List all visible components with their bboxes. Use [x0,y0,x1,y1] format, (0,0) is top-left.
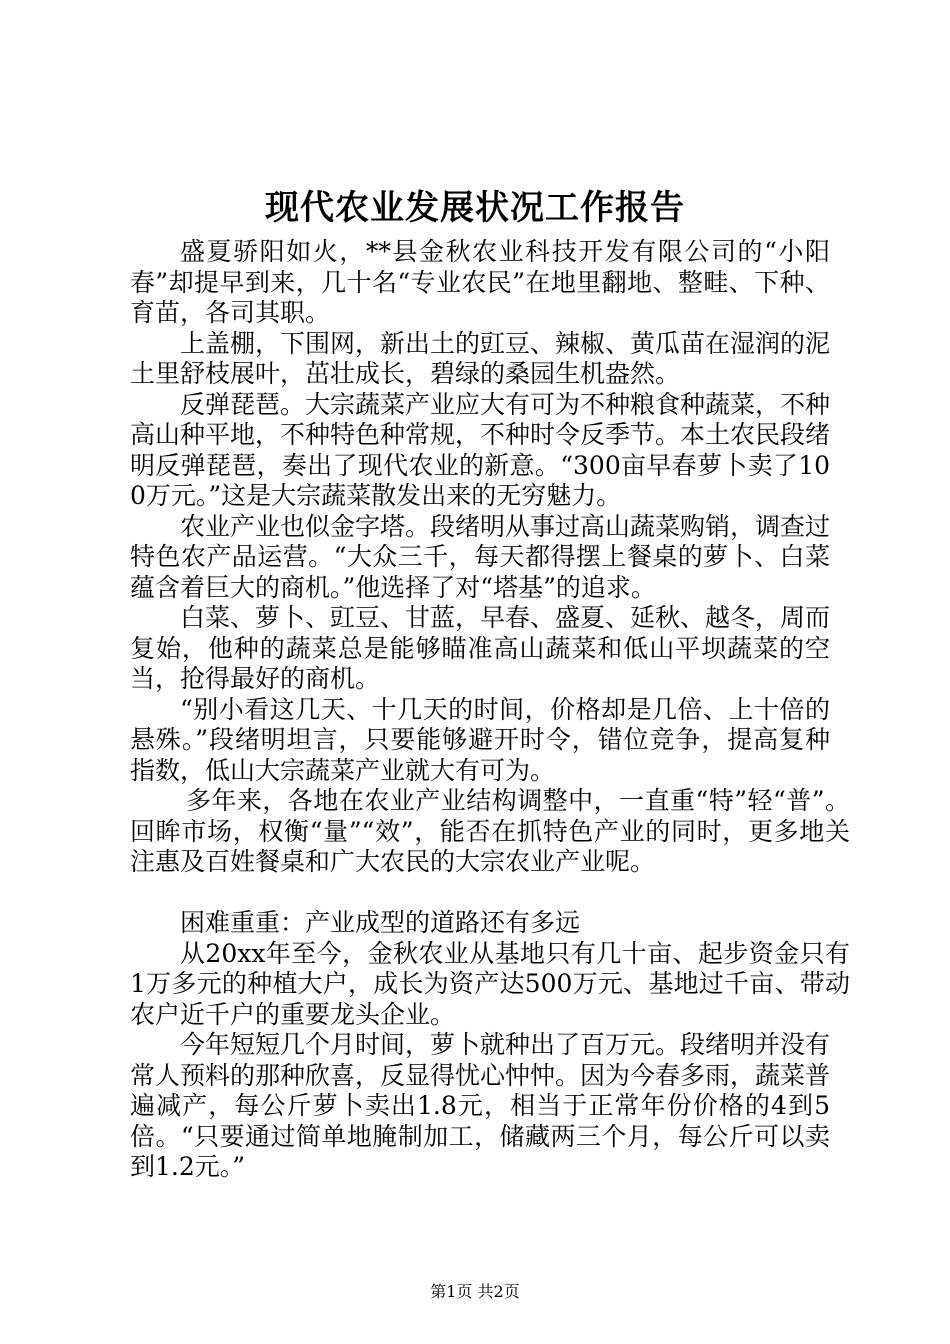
document-body [130,237,850,1183]
page-footer: 第1页 共2页 [430,1282,520,1301]
paragraph-5: 白菜、萝卜、豇豆、甘蓝，早春、盛夏、延秋、越冬，周而复始，他种的蔬菜总是能够瞄准高山蔬菜和低山平坝蔬菜的空当，抢得最好的商机。 [130,603,831,693]
paragraph-4: 农业产业也似金字塔。段绪明从事过高山蔬菜购销，调查过特色农产品运营。“大众三千，每天都得摆上餐桌的萝卜、白菜蕴含着巨大的商机。”他选择了对“塔基”的追求。 [130,511,831,602]
paragraph-7: 多年来，各地在农业产业结构调整中，一直重“特”轻“普”。回眸市场，权衡“量”“效”，能否在抓特色产业的同时，更多地关注惠及百姓餐桌和广大农民的大宗农业产业呢。 [130,786,850,876]
paragraph-8: 从20xx年至今，金秋农业从基地只有几十亩、起步资金只有1万多元的种植大户，成长为资产达500万元、基地过千亩、带动农户近千户的重要龙头企业。 [130,938,850,1029]
paragraph-3: 反弹琵琶。大宗蔬菜产业应大有可为不种粮食种蔬菜，不种高山种平地，不种特色种常规，不种时令反季节。本土农民段绪明反弹琵琶，奏出了现代农业的新意。“300亩早春萝卜卖了100万元。”这是大宗蔬菜散发出来的无穷魅力。 [130,389,831,510]
section-heading: 困难重重：产业成型的道路还有多远 [180,908,581,937]
paragraph-2: 上盖棚，下围网，新出土的豇豆、辣椒、黄瓜苗在湿润的泥土里舒枝展叶，茁壮成长，碧绿的桑园生机盎然。 [130,328,831,388]
document-title: 现代农业发展状况工作报告 [265,188,685,228]
paragraph-9: 今年短短几个月时间，萝卜就种出了百万元。段绪明并没有常人预料的那种欣喜，反显得忧心忡忡。因为今春多雨，蔬菜普遍减产，每公斤萝卜卖出1.8元，相当于正常年份价格的4到5倍。“只要通过简单地腌制加工，储藏两三个月，每公斤可以卖到1.2元。” [130,1030,831,1181]
paragraph-6: “别小看这几天、十几天的时间，价格却是几倍、上十倍的悬殊。”段绪明坦言，只要能够避开时令，错位竞争，提高复种指数，低山大宗蔬菜产业就大有可为。 [130,694,830,785]
paragraph-1: 盛夏骄阳如火，**县金秋农业科技开发有限公司的“小阳春”却提早到来，几十名“专业农民”在地里翻地、整畦、下种、育苗，各司其职。 [130,237,830,327]
paragraph-gap [130,878,830,909]
